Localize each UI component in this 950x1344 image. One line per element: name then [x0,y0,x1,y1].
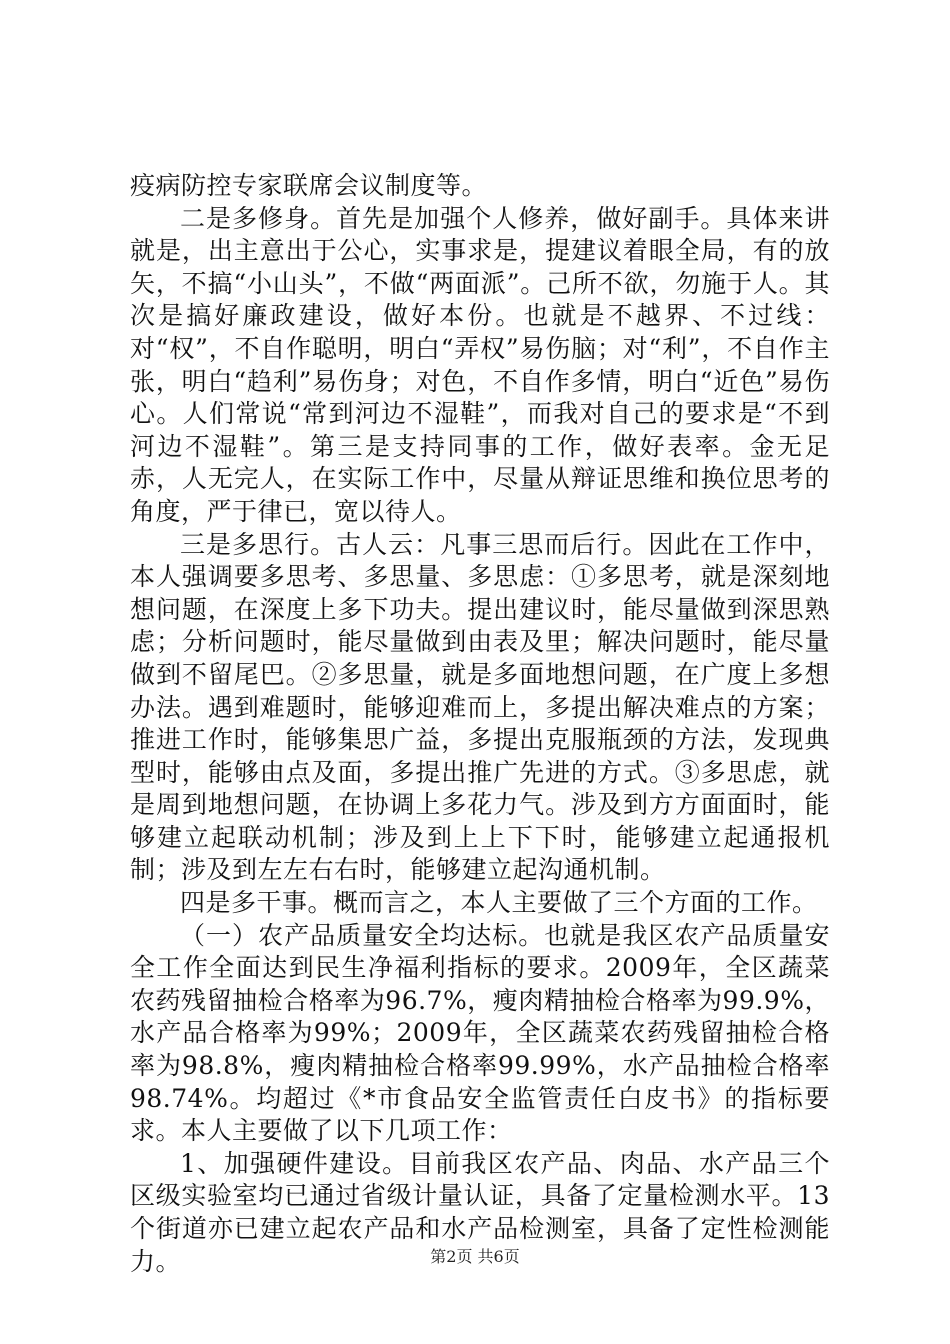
paragraph-self-cultivation: 二是多修身。首先是加强个人修养，做好副手。具体来讲就是，出主意出于公心，实事求是，提建议着眼全局，有的放矢，不搞“小山头”，不做“两面派”。己所不欲，勿施于人。其次是搞好廉政建设，做好本份。也就是不越界、不过线：对“权”，不自作聪明，明白“弄权”易伤脑；对“利”，不自作主张，明白“趋利”易伤身；对色，不自作多情，明白“近色”易伤心。人们常说“常到河边不湿鞋”，而我对自己的要求是“不到河边不湿鞋”。第三是支持同事的工作，做好表率。金无足赤，人无完人，在实际工作中，尽量从辩证思维和换位思考的角度，严于律已，宽以待人。 [130,203,830,526]
paragraph-agri-quality: （一）农产品质量安全均达标。也就是我区农产品质量安全工作全面达到民生净福利指标的要求。2009年，全区蔬菜农药残留抽检合格率为96.7%，瘦肉精抽检合格率为99.9%，水产品合格率为99%；2009年，全区蔬菜农药残留抽检合格率为98.8%，瘦肉精抽检合格率99.99%，水产品抽检合格率98.74%。均超过《*市食品安全监管责任白皮书》的指标要求。本人主要做了以下几项工作： [130,920,830,1146]
paragraph-thinking: 三是多思行。古人云：凡事三思而后行。因此在工作中，本人强调要多思考、多思量、多思虑：①多思考，就是深刻地想问题，在深度上多下功夫。提出建议时，能尽量做到深思熟虑；分析问题时，能尽量做到由表及里；解决问题时，能尽量做到不留尾巴。②多思量，就是多面地想问题，在广度上多想办法。遇到难题时，能够迎难而上，多提出解决难点的方案；推进工作时，能够集思广益，多提出克服瓶颈的方法，发现典型时，能够由点及面，多提出推广先进的方式。③多思虑，就是周到地想问题，在协调上多花力气。涉及到方方面面时，能够建立起联动机制；涉及到上上下下时，能够建立起通报机制；涉及到左左右右时，能够建立起沟通机制。 [130,529,830,885]
paragraph-continuation: 疫病防控专家联席会议制度等。 [130,171,488,200]
document-body [130,170,830,1278]
page-number-footer: 第2页 共6页 [430,1247,520,1266]
paragraph-work-summary: 四是多干事。概而言之，本人主要做了三个方面的工作。 [180,888,818,918]
paragraph-hardware: 1、加强硬件建设。目前我区农产品、肉品、水产品三个区级实验室均已通过省级计量认证，具备了定量检测水平。13个街道亦已建立起农产品和水产品检测室，具备了定性检测能力。 [130,1148,830,1276]
